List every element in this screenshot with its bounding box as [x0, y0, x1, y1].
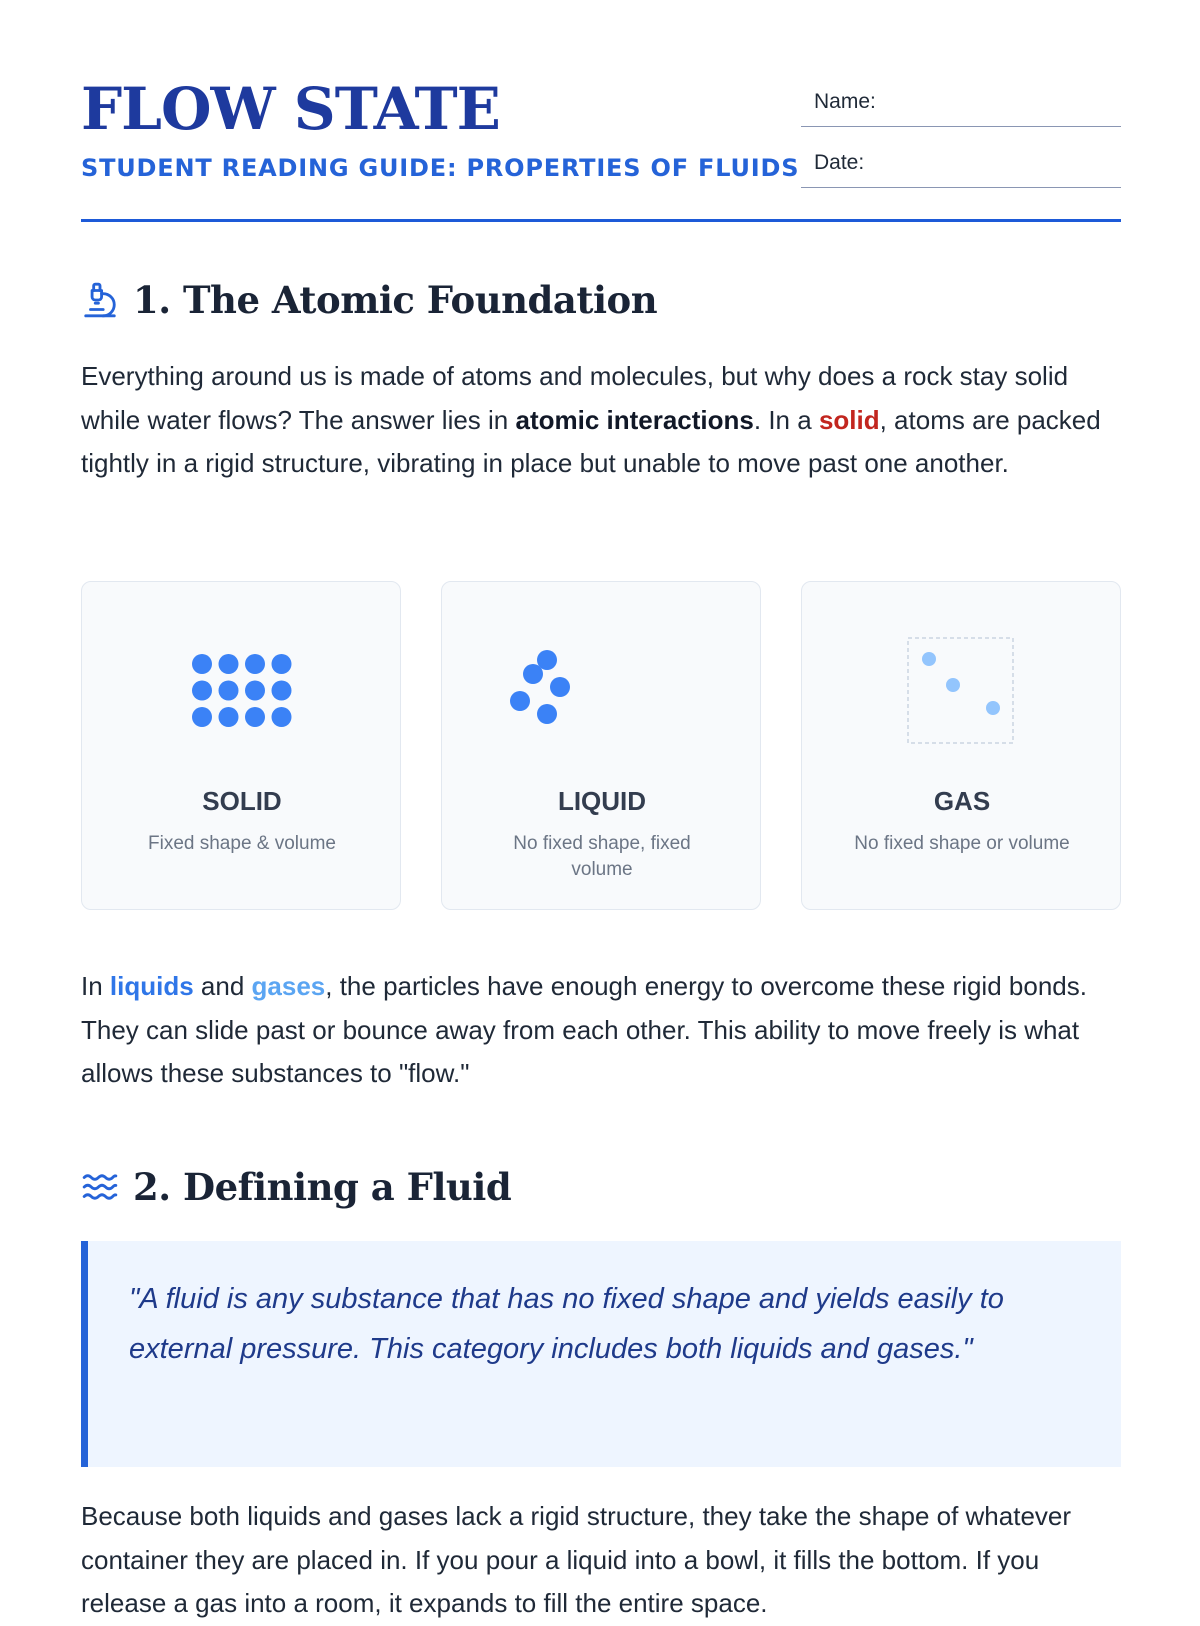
waves-icon	[81, 1168, 119, 1206]
solid-term: solid	[818, 404, 880, 435]
states-of-matter-cards	[81, 581, 1121, 910]
liquid-description: No fixed shape, fixed volume	[513, 833, 691, 880]
gases-term: gases	[251, 971, 326, 1001]
section-1-paragraph-2: In liquids and gases, the particles have enough energy to overcome these rigid bonds. They can slide past or bounce away from each other. This ability to move freely is what allows these substances to "flow."	[81, 971, 1087, 1088]
section-2-title: 2. Defining a Fluid	[133, 1165, 512, 1209]
gas-description: No fixed shape or volume	[854, 833, 1070, 854]
gas-card	[801, 581, 1121, 910]
section-1-paragraph-1: Everything around us is made of atoms and molecules, but why does a rock stay solid while water flows? The answer lies in atomic interactions. In a solid, atoms are packed tightly in a rigid structure, vibrating in place but unable to move past one another.	[81, 361, 1101, 478]
solid-label: SOLID	[202, 786, 282, 816]
student-info-fields	[801, 78, 1121, 200]
fluid-definition-quote	[81, 1241, 1121, 1467]
page-header	[81, 75, 1121, 222]
atomic-interactions-term: atomic interactions	[515, 404, 754, 435]
name-field[interactable]	[801, 78, 1121, 127]
quote-text: "A fluid is any substance that has no fixed shape and yields easily to external pressure. This category includes both liquids and gases."	[129, 1283, 1004, 1365]
gas-particles-diagram	[802, 632, 1122, 752]
date-field[interactable]	[801, 139, 1121, 188]
name-label: Name:	[814, 90, 876, 113]
section-2-heading	[81, 1165, 511, 1209]
solid-particles-diagram	[82, 632, 402, 752]
section-2-paragraph: Because both liquids and gases lack a rigid structure, they take the shape of whatever container they are placed in. If you pour a liquid into a bowl, it fills the bottom. If you release a gas into a room, it expands to fill the entire space.	[81, 1501, 1072, 1618]
date-label: Date:	[814, 151, 865, 174]
microscope-icon	[81, 281, 119, 319]
liquids-term: liquids	[109, 971, 194, 1001]
page-title: FLOW STATE	[81, 75, 500, 143]
solid-description: Fixed shape & volume	[148, 833, 336, 854]
liquid-particles-diagram	[442, 632, 762, 752]
section-1-title: 1. The Atomic Foundation	[133, 278, 658, 322]
page-subtitle: STUDENT READING GUIDE: PROPERTIES OF FLUIDS	[81, 154, 800, 182]
gas-label: GAS	[933, 786, 991, 816]
solid-card	[81, 581, 401, 910]
liquid-label: LIQUID	[557, 786, 647, 816]
liquid-card	[441, 581, 761, 910]
section-1-heading	[81, 278, 657, 322]
